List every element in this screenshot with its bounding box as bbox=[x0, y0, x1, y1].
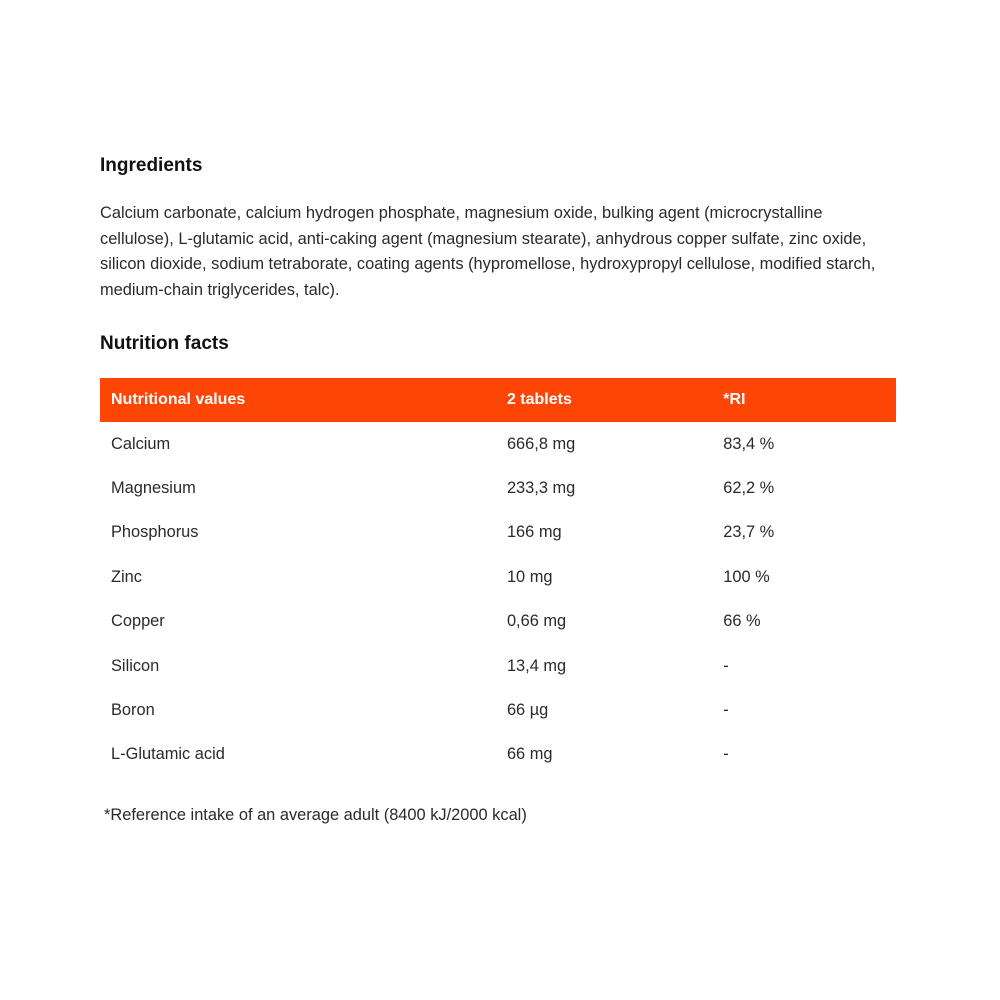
nutrient-name: Magnesium bbox=[111, 479, 196, 498]
ingredients-text: Calcium carbonate, calcium hydrogen phosphate, magnesium oxide, bulking agent (microcrystalline cellulose), L-glutamic acid, anti-caking agent (magnesium stearate), anhydrous copper sulfate, zinc oxide, silicon dioxide, sodium tetraborate, coating agents (hypromellose, hydroxypropyl cellulose, modified starch, medium-chain triglycerides, talc). bbox=[100, 204, 876, 299]
nutrient-name: Silicon bbox=[111, 656, 160, 675]
nutrient-amount: 10 mg bbox=[506, 567, 553, 586]
ingredients-heading: Ingredients bbox=[100, 155, 203, 176]
table-row bbox=[100, 733, 896, 777]
nutrition-table bbox=[100, 378, 896, 777]
column-header-nutritional-values: Nutritional values bbox=[100, 378, 496, 422]
nutrition-heading: Nutrition facts bbox=[100, 333, 229, 354]
nutrient-ri: 23,7 % bbox=[723, 523, 775, 542]
column-header-ri: *RI bbox=[712, 378, 896, 422]
nutrient-name: Zinc bbox=[111, 567, 142, 586]
nutrient-ri: - bbox=[723, 656, 729, 675]
table-row bbox=[100, 422, 896, 466]
column-header-2-tablets: 2 tablets bbox=[496, 378, 712, 422]
nutrient-ri: 62,2 % bbox=[723, 479, 775, 498]
nutrient-amount: 166 mg bbox=[506, 523, 562, 542]
nutrient-amount: 66 µg bbox=[506, 701, 549, 720]
nutrient-name: Copper bbox=[111, 612, 165, 631]
nutrient-name: Calcium bbox=[111, 434, 171, 453]
table-row bbox=[100, 688, 896, 732]
nutrient-ri: 100 % bbox=[723, 567, 770, 586]
nutrient-name: L-Glutamic acid bbox=[111, 745, 225, 764]
table-row bbox=[100, 511, 896, 555]
table-row bbox=[100, 466, 896, 510]
table-row bbox=[100, 644, 896, 688]
nutrient-name: Phosphorus bbox=[111, 523, 199, 542]
nutrient-name: Boron bbox=[111, 701, 155, 720]
nutrient-amount: 66 mg bbox=[506, 745, 553, 764]
nutrient-amount: 0,66 mg bbox=[506, 612, 567, 631]
footnote: *Reference intake of an average adult (8400 kJ/2000 kcal) bbox=[104, 806, 527, 825]
table-header-row bbox=[100, 378, 896, 422]
nutrient-amount: 666,8 mg bbox=[506, 434, 576, 453]
table-row bbox=[100, 600, 896, 644]
nutrient-ri: 66 % bbox=[723, 612, 761, 631]
nutrient-amount: 13,4 mg bbox=[506, 656, 567, 675]
nutrient-ri: 83,4 % bbox=[723, 434, 775, 453]
nutrient-ri: - bbox=[723, 701, 729, 720]
product-info bbox=[100, 153, 900, 827]
nutrient-ri: - bbox=[723, 745, 729, 764]
nutrient-amount: 233,3 mg bbox=[506, 479, 576, 498]
table-row bbox=[100, 555, 896, 599]
